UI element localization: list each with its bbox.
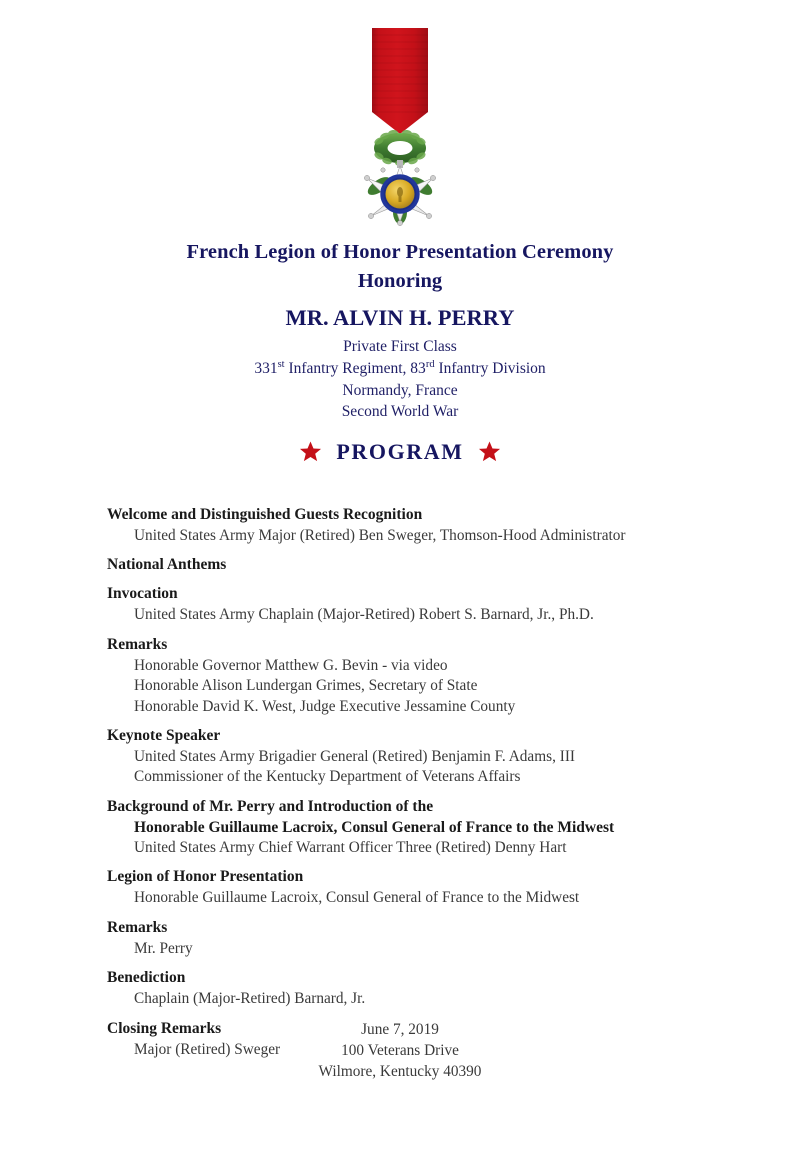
program-item-title: National Anthems — [107, 556, 227, 574]
header-block — [0, 238, 800, 423]
honoree-conflict: Second World War — [341, 403, 459, 421]
program-item-title: Benediction — [107, 969, 186, 987]
program-item-line: United States Army Chief Warrant Officer Three (Retired) Denny Hart — [134, 838, 567, 856]
honoree-unit — [0, 358, 800, 380]
program-item-line: United States Army Major (Retired) Ben Sweger, Thomson-Hood Administrator — [134, 526, 626, 544]
program-item-line: United States Army Brigadier General (Retired) Benjamin F. Adams, III — [134, 748, 576, 766]
venue-address-line2: Wilmore, Kentucky 40390 — [318, 1062, 482, 1080]
program-item-line: Honorable Governor Matthew G. Bevin - via video — [134, 656, 448, 674]
program-item-title: Keynote Speaker — [107, 726, 221, 744]
program-item-title: Remarks — [107, 635, 168, 653]
venue-address-line1: 100 Veterans Drive — [341, 1041, 459, 1059]
program-item-title: Invocation — [107, 585, 178, 603]
french-legion-of-honor-medal-icon — [345, 26, 455, 231]
program-item-line: Honorable Guillaume Lacroix, Consul General of France to the Midwest — [134, 889, 580, 907]
program-item — [107, 918, 740, 959]
honoree-name: MR. ALVIN H. PERRY — [285, 305, 515, 331]
program-item — [107, 867, 740, 908]
program-item-line: Honorable Alison Lundergan Grimes, Secretary of State — [134, 677, 478, 695]
program-item-line: Commissioner of the Kentucky Department of Veterans Affairs — [134, 768, 521, 786]
program-item-line: Honorable David K. West, Judge Executive Jessamine County — [134, 697, 516, 715]
star-icon-left — [299, 440, 322, 463]
program-item — [107, 555, 740, 575]
star-icon — [478, 440, 501, 463]
honoree-location: Normandy, France — [342, 381, 458, 399]
footer-block — [0, 1020, 800, 1082]
program-item — [107, 635, 740, 717]
program-item — [107, 726, 740, 788]
unit-division-ordinal: rd — [425, 358, 435, 370]
program-item — [107, 968, 740, 1009]
honoree-rank: Private First Class — [343, 338, 457, 356]
program-item-title: Legion of Honor Presentation — [107, 868, 304, 886]
unit-regiment-number: 331 — [254, 360, 278, 377]
program-item-title: Closing Remarks — [107, 1019, 222, 1037]
program-item-line: Chaplain (Major-Retired) Barnard, Jr. — [134, 990, 366, 1008]
program-item-title: Background of Mr. Perry and Introduction of the — [107, 797, 434, 815]
program-item-bold-subtitle: Honorable Guillaume Lacroix, Consul General of France to the Midwest — [134, 818, 615, 836]
ceremony-title-line2: Honoring — [357, 270, 443, 293]
program-item — [107, 584, 740, 625]
program-item — [107, 797, 740, 859]
medal-container — [0, 0, 800, 232]
program-heading — [0, 439, 800, 465]
unit-suffix-text: Infantry Division — [434, 360, 546, 377]
program-list — [0, 505, 800, 1061]
program-item-line: United States Army Chaplain (Major-Retired) Robert S. Barnard, Jr., Ph.D. — [134, 606, 594, 624]
star-icon — [299, 440, 322, 463]
program-item-title: Remarks — [107, 918, 168, 936]
honoree-details — [0, 336, 800, 422]
unit-regiment-ordinal: st — [277, 358, 285, 370]
program-item — [107, 505, 740, 546]
unit-middle-text: Infantry Regiment, 83 — [284, 360, 426, 377]
program-item-title: Welcome and Distinguished Guests Recognition — [107, 505, 423, 523]
program-item-line: Mr. Perry — [134, 939, 193, 957]
program-label: PROGRAM — [336, 438, 464, 464]
program-item-line: Major (Retired) Sweger — [134, 1040, 281, 1058]
ceremony-title-line1: French Legion of Honor Presentation Ceremony — [186, 241, 614, 263]
event-date: June 7, 2019 — [361, 1021, 439, 1038]
star-icon-right — [478, 440, 501, 463]
